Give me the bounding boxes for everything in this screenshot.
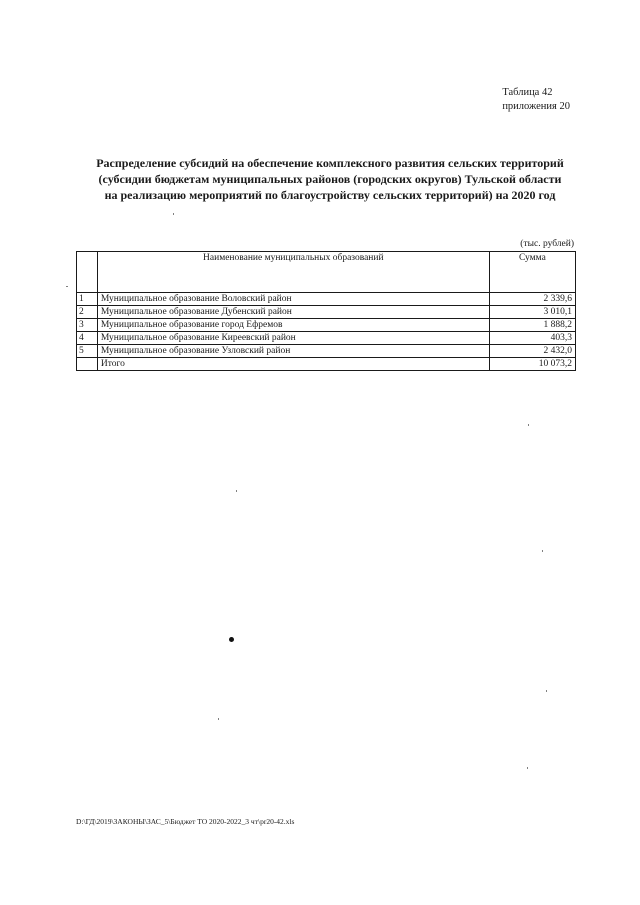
units-label: (тыс. рублей) (520, 239, 574, 249)
header-sum-cell: Сумма (489, 252, 575, 293)
row-number: 2 (77, 306, 98, 319)
total-number-cell (77, 358, 98, 371)
title-line-1: Распределение субсидий на обеспечение комплексного развития сельских территорий (96, 156, 564, 170)
header-name-cell: Наименование муниципальных образований (97, 252, 489, 293)
row-sum: 403,3 (489, 332, 575, 345)
scan-speck (527, 767, 528, 769)
document-title (70, 155, 590, 203)
row-number: 1 (77, 293, 98, 306)
header-number-cell (77, 252, 98, 293)
scan-speck (236, 490, 237, 492)
row-number: 3 (77, 319, 98, 332)
row-name: Муниципальное образование Воловский район (97, 293, 489, 306)
row-name: Муниципальное образование город Ефремов (97, 319, 489, 332)
scan-speck (66, 286, 68, 287)
table-row (77, 306, 576, 319)
row-name: Муниципальное образование Дубенский район (97, 306, 489, 319)
title-line-2: (субсидии бюджетам муниципальных районов (городских округов) Тульской области (98, 172, 562, 186)
scan-speck (173, 213, 174, 215)
row-number: 4 (77, 332, 98, 345)
table-row (77, 332, 576, 345)
title-line-3: на реализацию мероприятий по благоустройству сельских территорий) на 2020 год (104, 188, 556, 202)
subsidy-table (76, 251, 576, 371)
table-number: Таблица 42 (502, 87, 553, 98)
table-row (77, 345, 576, 358)
row-name: Муниципальное образование Киреевский район (97, 332, 489, 345)
scan-speck (218, 718, 219, 720)
scan-speck (546, 690, 547, 692)
file-path-footer: D:\ГД\2019\ЗАКОНЫ\ЗАС_5\Бюджет ТО 2020-2022_3 чт\pr20-42.xls (76, 817, 295, 826)
row-sum: 3 010,1 (489, 306, 575, 319)
table-header-row (77, 252, 576, 293)
total-label: Итого (97, 358, 489, 371)
scan-speck (542, 550, 543, 552)
total-row (77, 358, 576, 371)
table-reference (502, 86, 570, 114)
row-sum: 2 432,0 (489, 345, 575, 358)
table-row (77, 293, 576, 306)
table-row (77, 319, 576, 332)
total-sum: 10 073,2 (489, 358, 575, 371)
appendix-number: приложения 20 (502, 101, 570, 112)
row-name: Муниципальное образование Узловский район (97, 345, 489, 358)
scan-speck (229, 637, 234, 642)
row-number: 5 (77, 345, 98, 358)
scan-speck (528, 424, 529, 426)
row-sum: 2 339,6 (489, 293, 575, 306)
row-sum: 1 888,2 (489, 319, 575, 332)
